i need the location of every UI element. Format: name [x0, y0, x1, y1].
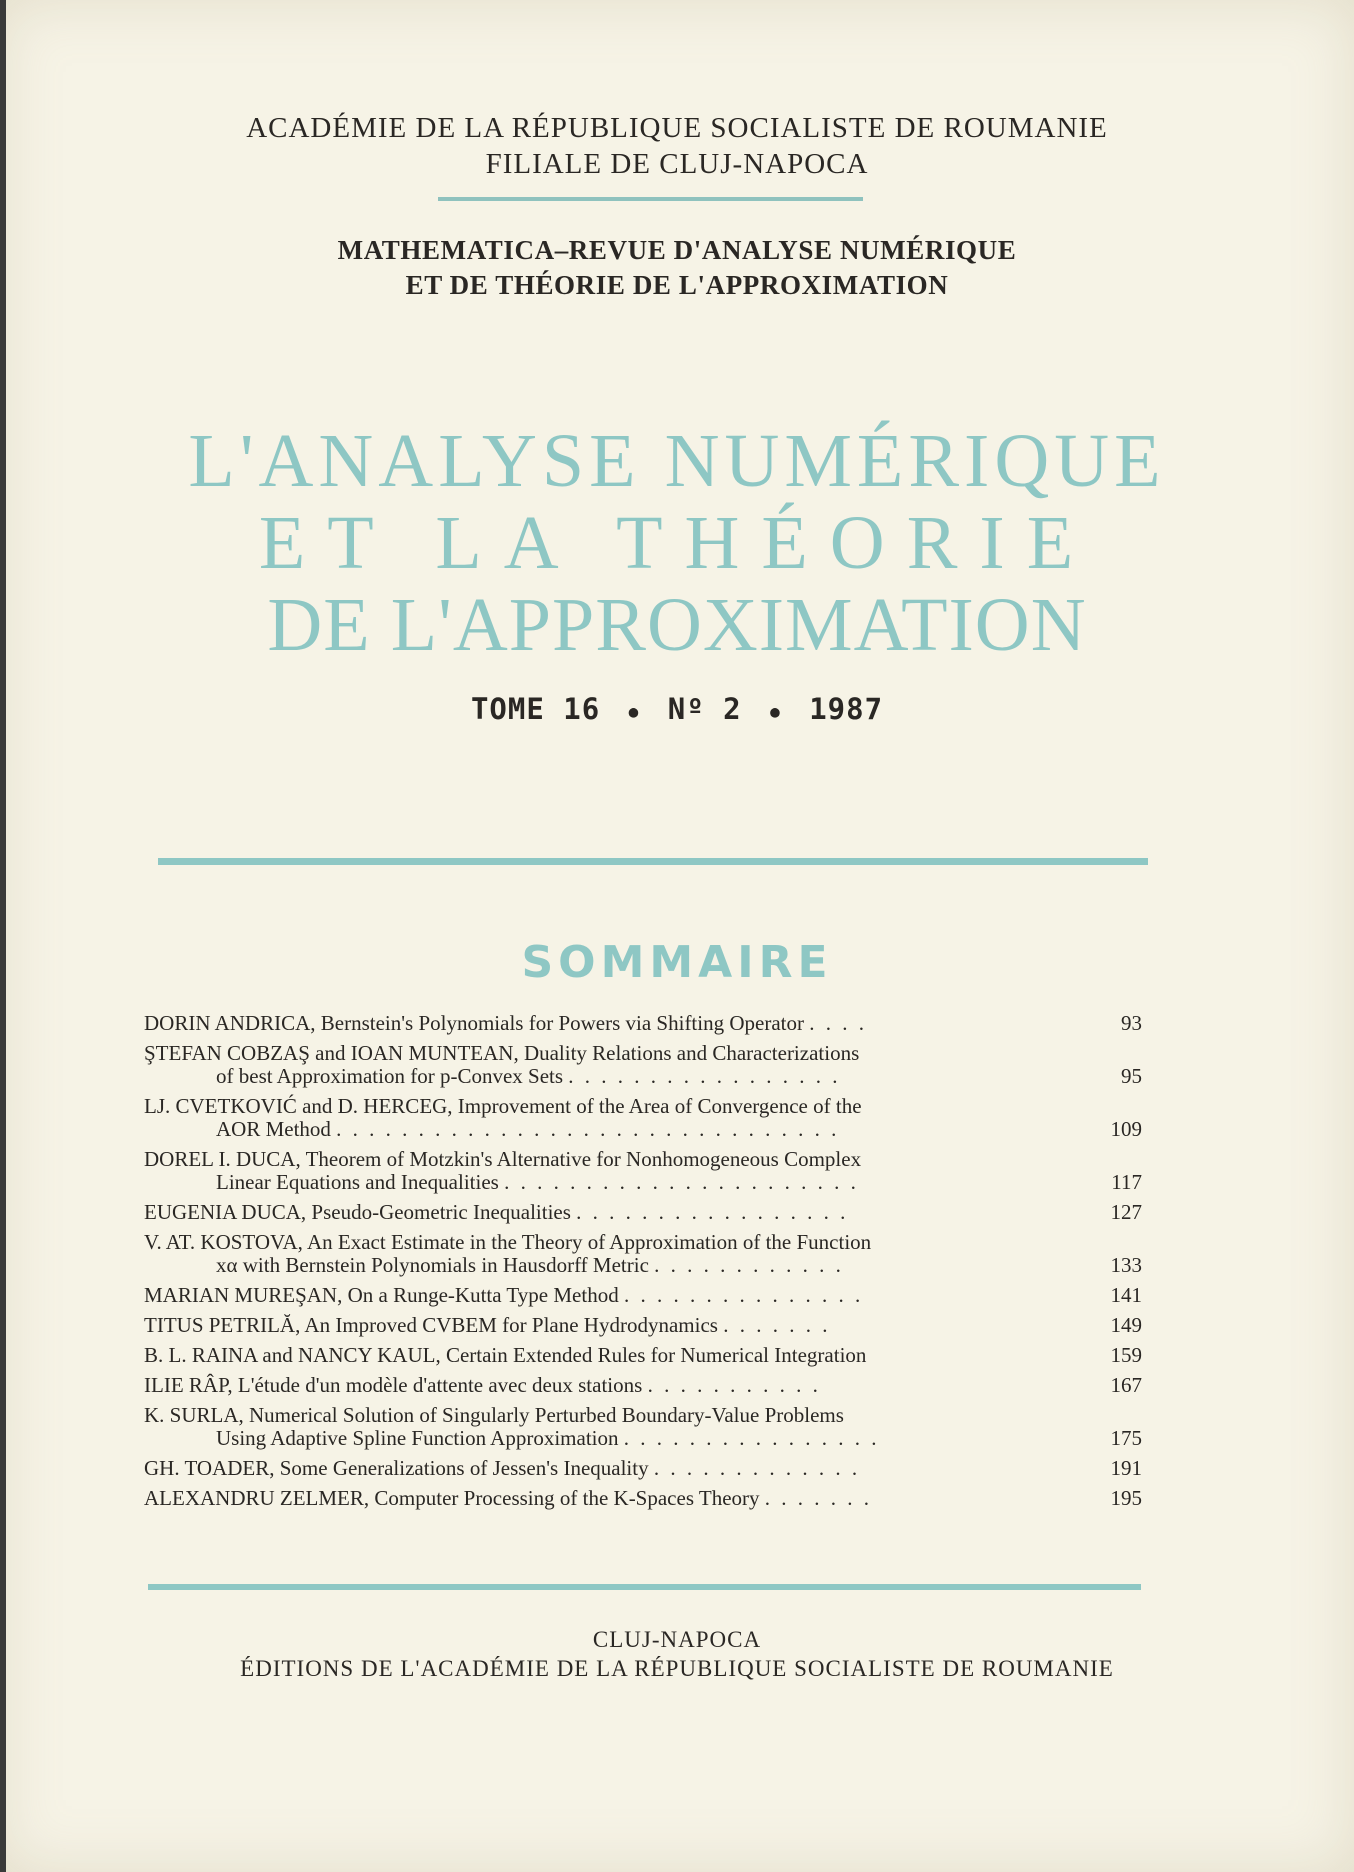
toc-page-number: 133 — [1110, 1253, 1142, 1277]
bullet-icon: ● — [770, 701, 781, 721]
toc-entry — [144, 1095, 1142, 1141]
toc-entry — [144, 1314, 1142, 1337]
toc-leader-dots: . . . . . . . . . . . . . . . . . . . . . . . . . . . . . . . — [336, 1117, 840, 1141]
title-line-2: ET LA THÉORIE — [258, 501, 1096, 585]
toc-entry-title: MARIAN MUREŞAN, On a Runge-Kutta Type Method — [144, 1283, 619, 1307]
toc-page-number: 109 — [1110, 1117, 1142, 1141]
toc-leader-dots: . . . . . . . . . . . . . . . . . — [576, 1200, 849, 1224]
toc-leader-dots: . . . . . . . . . . . . . . . — [623, 1283, 864, 1307]
toc-entry-title: DORIN ANDRICA, Bernstein's Polynomials for Powers via Shifting Operator — [144, 1011, 804, 1035]
header-divider — [438, 197, 863, 201]
toc-page-number: 191 — [1110, 1456, 1142, 1480]
academy-line-2: FILIALE DE CLUJ-NAPOCA — [485, 148, 869, 180]
toc-leader-dots: . . . . — [809, 1011, 867, 1035]
toc-entry — [144, 1231, 1142, 1277]
toc-leader-dots: . . . . . . . — [764, 1486, 873, 1510]
toc-entry — [144, 1487, 1142, 1510]
issue-year: 1987 — [809, 692, 884, 726]
toc-entry — [144, 1148, 1142, 1194]
top-divider — [158, 858, 1148, 865]
toc-entry-title: TITUS PETRILĂ, An Improved CVBEM for Plane Hydrodynamics — [144, 1313, 718, 1337]
toc-page-number: 117 — [1111, 1170, 1142, 1194]
title-line-3: DE L'APPROXIMATION — [267, 583, 1087, 667]
toc-entry-title: ŞTEFAN COBZAŞ and IOAN MUNTEAN, Duality Relations and Characterizations — [144, 1041, 860, 1065]
bullet-icon: ● — [628, 701, 640, 721]
toc-entry-title: K. SURLA, Numerical Solution of Singularly Perturbed Boundary-Value Problems — [144, 1403, 844, 1427]
tome-label: TOME 16 — [470, 692, 601, 726]
footer-city: CLUJ-NAPOCA — [592, 1627, 762, 1652]
toc-entry-title-cont: Using Adaptive Spline Function Approximation — [216, 1426, 619, 1450]
toc-entry-title-cont: of best Approximation for p-Convex Sets — [216, 1064, 564, 1088]
toc-entry — [144, 1012, 1142, 1035]
toc-page-number: 195 — [1110, 1486, 1142, 1510]
toc-entry-title: ALEXANDRU ZELMER, Computer Processing of the K-Spaces Theory — [144, 1486, 760, 1510]
footer-publisher: ÉDITIONS DE L'ACADÉMIE DE LA RÉPUBLIQUE SOCIALISTE DE ROUMANIE — [240, 1656, 1114, 1681]
toc-entry — [144, 1457, 1142, 1480]
toc-leader-dots: . . . . . . . . . . . . . . . . . . . . . . — [504, 1170, 859, 1194]
toc-leader-dots: . . . . . . . . . . . . . — [653, 1456, 861, 1480]
toc-entry-title: B. L. RAINA and NANCY KAUL, Certain Extended Rules for Numerical Integration — [144, 1343, 867, 1367]
toc-leader-dots: . . . . . . . . . . . — [647, 1373, 821, 1397]
toc-entry — [144, 1404, 1142, 1450]
toc-leader-dots: . . . . . . . . . . . . . . . . . — [568, 1064, 841, 1088]
issue-number: Nº 2 — [667, 692, 742, 726]
toc-entry-title: ILIE RÂP, L'étude d'un modèle d'attente avec deux stations — [144, 1373, 643, 1397]
sommaire-heading: SOMMAIRE — [521, 937, 833, 988]
toc-entry — [144, 1284, 1142, 1307]
academy-line-1: ACADÉMIE DE LA RÉPUBLIQUE SOCIALISTE DE ROUMANIE — [246, 112, 1108, 144]
journal-line-2: ET DE THÉORIE DE L'APPROXIMATION — [405, 270, 949, 300]
journal-line-1: MATHEMATICA–REVUE D'ANALYSE NUMÉRIQUE — [337, 235, 1017, 265]
toc-entry-title: DOREL I. DUCA, Theorem of Motzkin's Alternative for Nonhomogeneous Complex — [144, 1147, 862, 1171]
toc-entry-title-cont: xα with Bernstein Polynomials in Hausdorff Metric — [216, 1253, 649, 1277]
toc-leader-dots: . . . . . . . — [723, 1313, 831, 1337]
toc-entry-title-cont: AOR Method — [216, 1117, 331, 1141]
toc-leader-dots: . . . . . . . . . . . . . . . . — [623, 1426, 880, 1450]
toc-entry-title: EUGENIA DUCA, Pseudo-Geometric Inequalities — [144, 1200, 571, 1224]
bottom-divider — [148, 1584, 1141, 1590]
toc-entry — [144, 1042, 1142, 1088]
toc-page-number: 175 — [1110, 1426, 1142, 1450]
toc-entry-title: V. AT. KOSTOVA, An Exact Estimate in the Theory of Approximation of the Function — [144, 1230, 872, 1254]
toc-page-number: 95 — [1121, 1064, 1142, 1088]
issue-line — [0, 692, 1354, 726]
title-line-1: L'ANALYSE NUMÉRIQUE — [188, 419, 1166, 503]
toc-page-number: 149 — [1110, 1313, 1142, 1337]
toc-entry — [144, 1201, 1142, 1224]
toc-leader-dots: . . . . . . . . . . . . — [654, 1253, 844, 1277]
toc-page-number: 93 — [1121, 1011, 1142, 1035]
toc-entry-title-cont: Linear Equations and Inequalities — [216, 1170, 499, 1194]
toc-page-number: 159 — [1110, 1343, 1142, 1367]
toc-page-number: 141 — [1110, 1283, 1142, 1307]
toc-entry-title: LJ. CVETKOVIĆ and D. HERCEG, Improvement of the Area of Convergence of the — [144, 1094, 862, 1118]
toc-entry — [144, 1374, 1142, 1397]
toc-entry-title: GH. TOADER, Some Generalizations of Jessen's Inequality — [144, 1456, 649, 1480]
toc-page-number: 167 — [1110, 1373, 1142, 1397]
table-of-contents — [144, 1012, 1142, 1517]
toc-page-number: 127 — [1110, 1200, 1142, 1224]
toc-entry — [144, 1344, 1142, 1367]
